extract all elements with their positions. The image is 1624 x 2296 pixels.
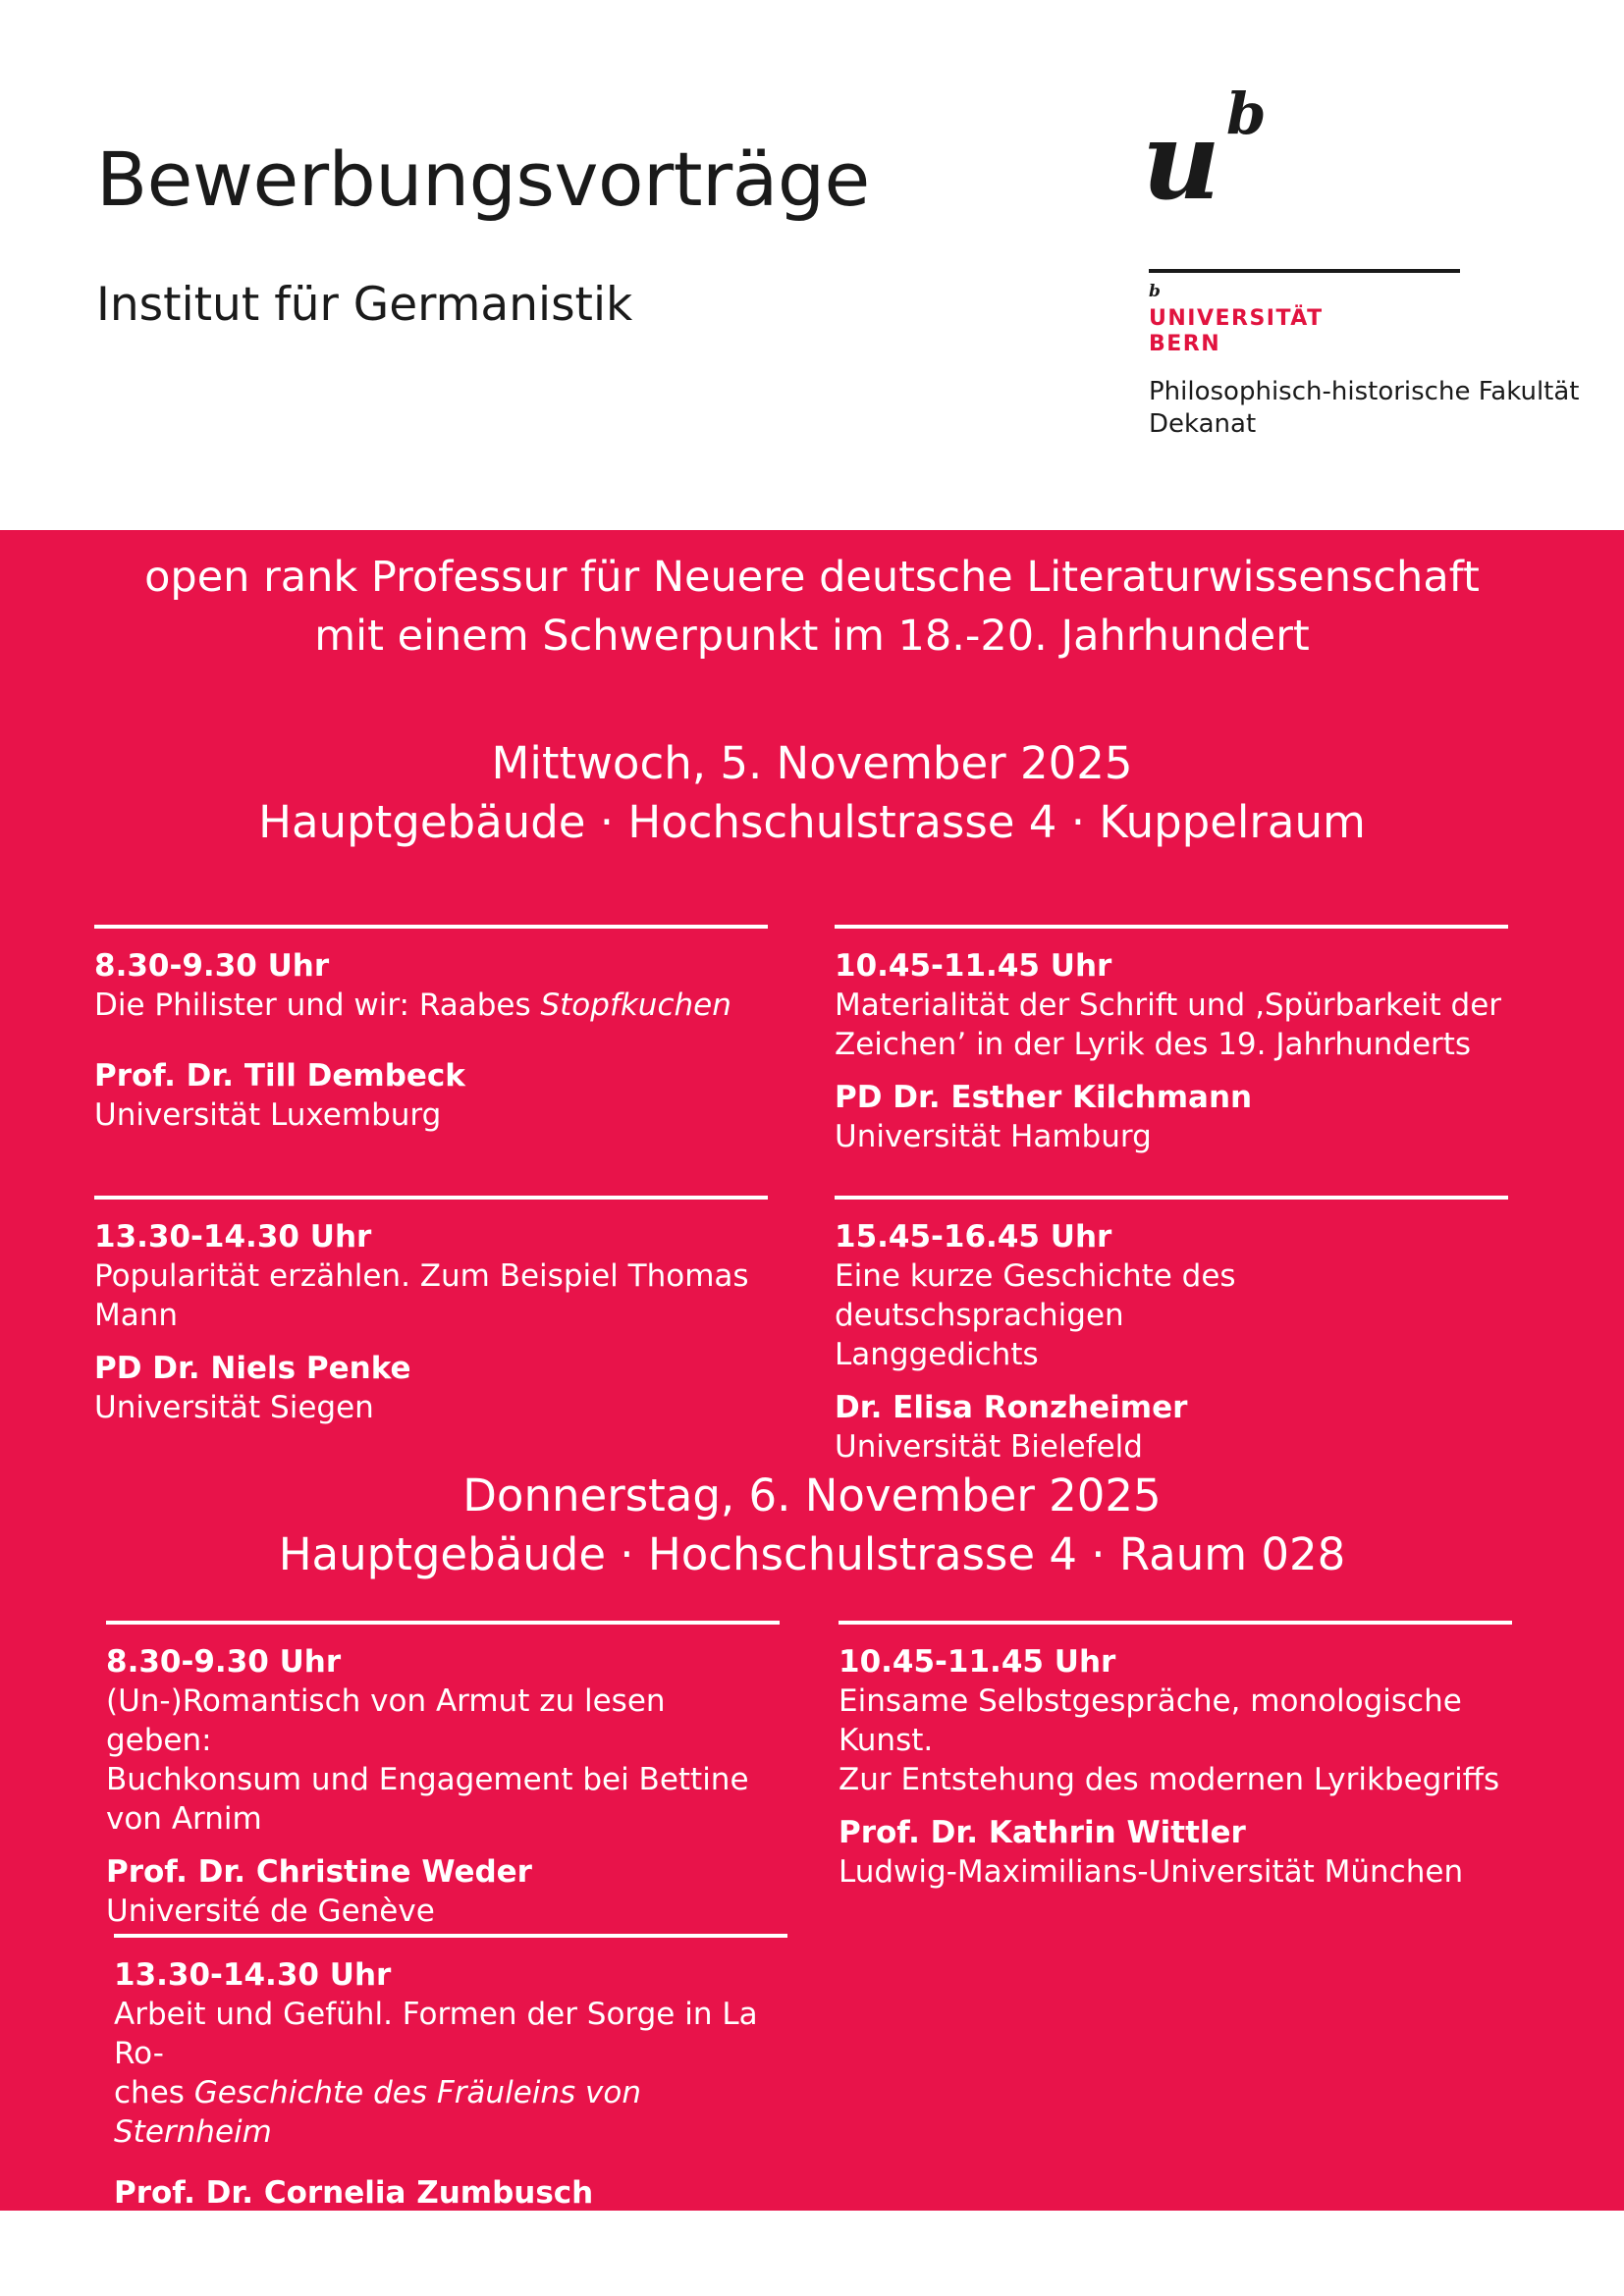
speaker-name: Dr. Elisa Ronzheimer	[835, 1390, 1188, 1425]
speaker-affiliation: Universität Hamburg	[114, 2215, 431, 2250]
page-title: Bewerbungsvorträge	[96, 135, 870, 223]
talk-slot	[835, 1196, 1508, 1467]
speaker-name: PD Dr. Niels Penke	[94, 1351, 411, 1386]
speaker-name: PD Dr. Esther Kilchmann	[835, 1080, 1253, 1115]
position-line2: mit einem Schwerpunkt im 18.-20. Jahrhundert	[314, 612, 1310, 661]
slot-divider	[94, 925, 768, 929]
day1-location: Hauptgebäude · Hochschulstrasse 4 · Kuppelraum	[258, 796, 1366, 848]
slot-time: 10.45-11.45 Uhr	[839, 1644, 1116, 1680]
university-name	[1149, 306, 1324, 357]
speaker-affiliation: Universität Bielefeld	[835, 1429, 1143, 1465]
position-title	[0, 548, 1624, 666]
talk-title: Die Philister und wir: Raabes Stopfkuchen	[94, 988, 731, 1023]
day1-header	[0, 734, 1624, 852]
institute-name: Institut für Germanistik	[96, 278, 633, 332]
speaker-affiliation: Universität Hamburg	[835, 1119, 1152, 1154]
slot-divider	[94, 1196, 768, 1200]
speaker-affiliation: Ludwig-Maximilians-Universität München	[839, 1854, 1464, 1890]
slot-time: 13.30-14.30 Uhr	[114, 1957, 392, 1993]
university-logo-mark	[1142, 82, 1279, 210]
speaker-name: Prof. Dr. Christine Weder	[106, 1854, 532, 1890]
slot-time: 8.30-9.30 Uhr	[106, 1644, 342, 1680]
slot-time: 8.30-9.30 Uhr	[94, 948, 330, 984]
speaker-name: Prof. Dr. Cornelia Zumbusch	[114, 2175, 594, 2211]
talk-title: Eine kurze Geschichte des deutschsprachigen Langgedichts	[835, 1258, 1236, 1372]
speaker-affiliation: Universität Luxemburg	[94, 1097, 442, 1133]
speaker-name: Prof. Dr. Kathrin Wittler	[839, 1815, 1246, 1850]
slot-divider	[835, 1196, 1508, 1200]
logo-letter-u: u	[1142, 97, 1220, 210]
day1-date: Mittwoch, 5. November 2025	[491, 737, 1133, 789]
talk-slot	[839, 1621, 1512, 1892]
talk-title: Arbeit und Gefühl. Formen der Sorge in La Ro- ches Geschichte des Fräuleins von Sternheim	[114, 1997, 758, 2150]
speaker-affiliation: Université de Genève	[106, 1894, 435, 1929]
talk-slot	[106, 1621, 780, 1931]
slot-time: 13.30-14.30 Uhr	[94, 1219, 372, 1255]
university-name-line2: BERN	[1149, 332, 1221, 356]
university-name-line1: UNIVERSITÄT	[1149, 306, 1324, 331]
slot-time: 10.45-11.45 Uhr	[835, 948, 1112, 984]
slot-divider	[106, 1621, 780, 1625]
talk-title: (Un-)Romantisch von Armut zu lesen geben: Buchkonsum und Engagement bei Bettine von Arnim	[106, 1683, 749, 1837]
slot-divider	[114, 1934, 787, 1938]
talk-slot	[835, 925, 1508, 1156]
faculty-info	[1149, 376, 1580, 441]
slot-time: 15.45-16.45 Uhr	[835, 1219, 1112, 1255]
talk-slot	[94, 1196, 768, 1427]
day2-date: Donnerstag, 6. November 2025	[462, 1469, 1162, 1522]
talk-title: Materialität der Schrift und ‚Spürbarkeit der Zeichen’ in der Lyrik des 19. Jahrhunderts	[835, 988, 1502, 1062]
logo-small-b: b	[1149, 282, 1161, 301]
logo-letter-b: b	[1226, 82, 1267, 147]
talk-slot	[94, 925, 768, 1135]
talk-title: Einsame Selbstgespräche, monologische Kunst. Zur Entstehung des modernen Lyrikbegriffs	[839, 1683, 1500, 1797]
faculty-name: Philosophisch-historische Fakultät	[1149, 377, 1580, 406]
speaker-affiliation: Universität Siegen	[94, 1390, 374, 1425]
faculty-office: Dekanat	[1149, 409, 1257, 439]
day2-location: Hauptgebäude · Hochschulstrasse 4 · Raum 028	[278, 1528, 1346, 1580]
talk-title: Popularität erzählen. Zum Beispiel Thomas Mann	[94, 1258, 749, 1333]
day2-header	[0, 1467, 1624, 1584]
talk-slot	[114, 1934, 787, 2252]
slot-divider	[839, 1621, 1512, 1625]
slot-divider	[835, 925, 1508, 929]
logo-divider	[1149, 269, 1460, 273]
speaker-name: Prof. Dr. Till Dembeck	[94, 1058, 465, 1094]
position-line1: open rank Professur für Neuere deutsche Literaturwissenschaft	[144, 553, 1480, 602]
